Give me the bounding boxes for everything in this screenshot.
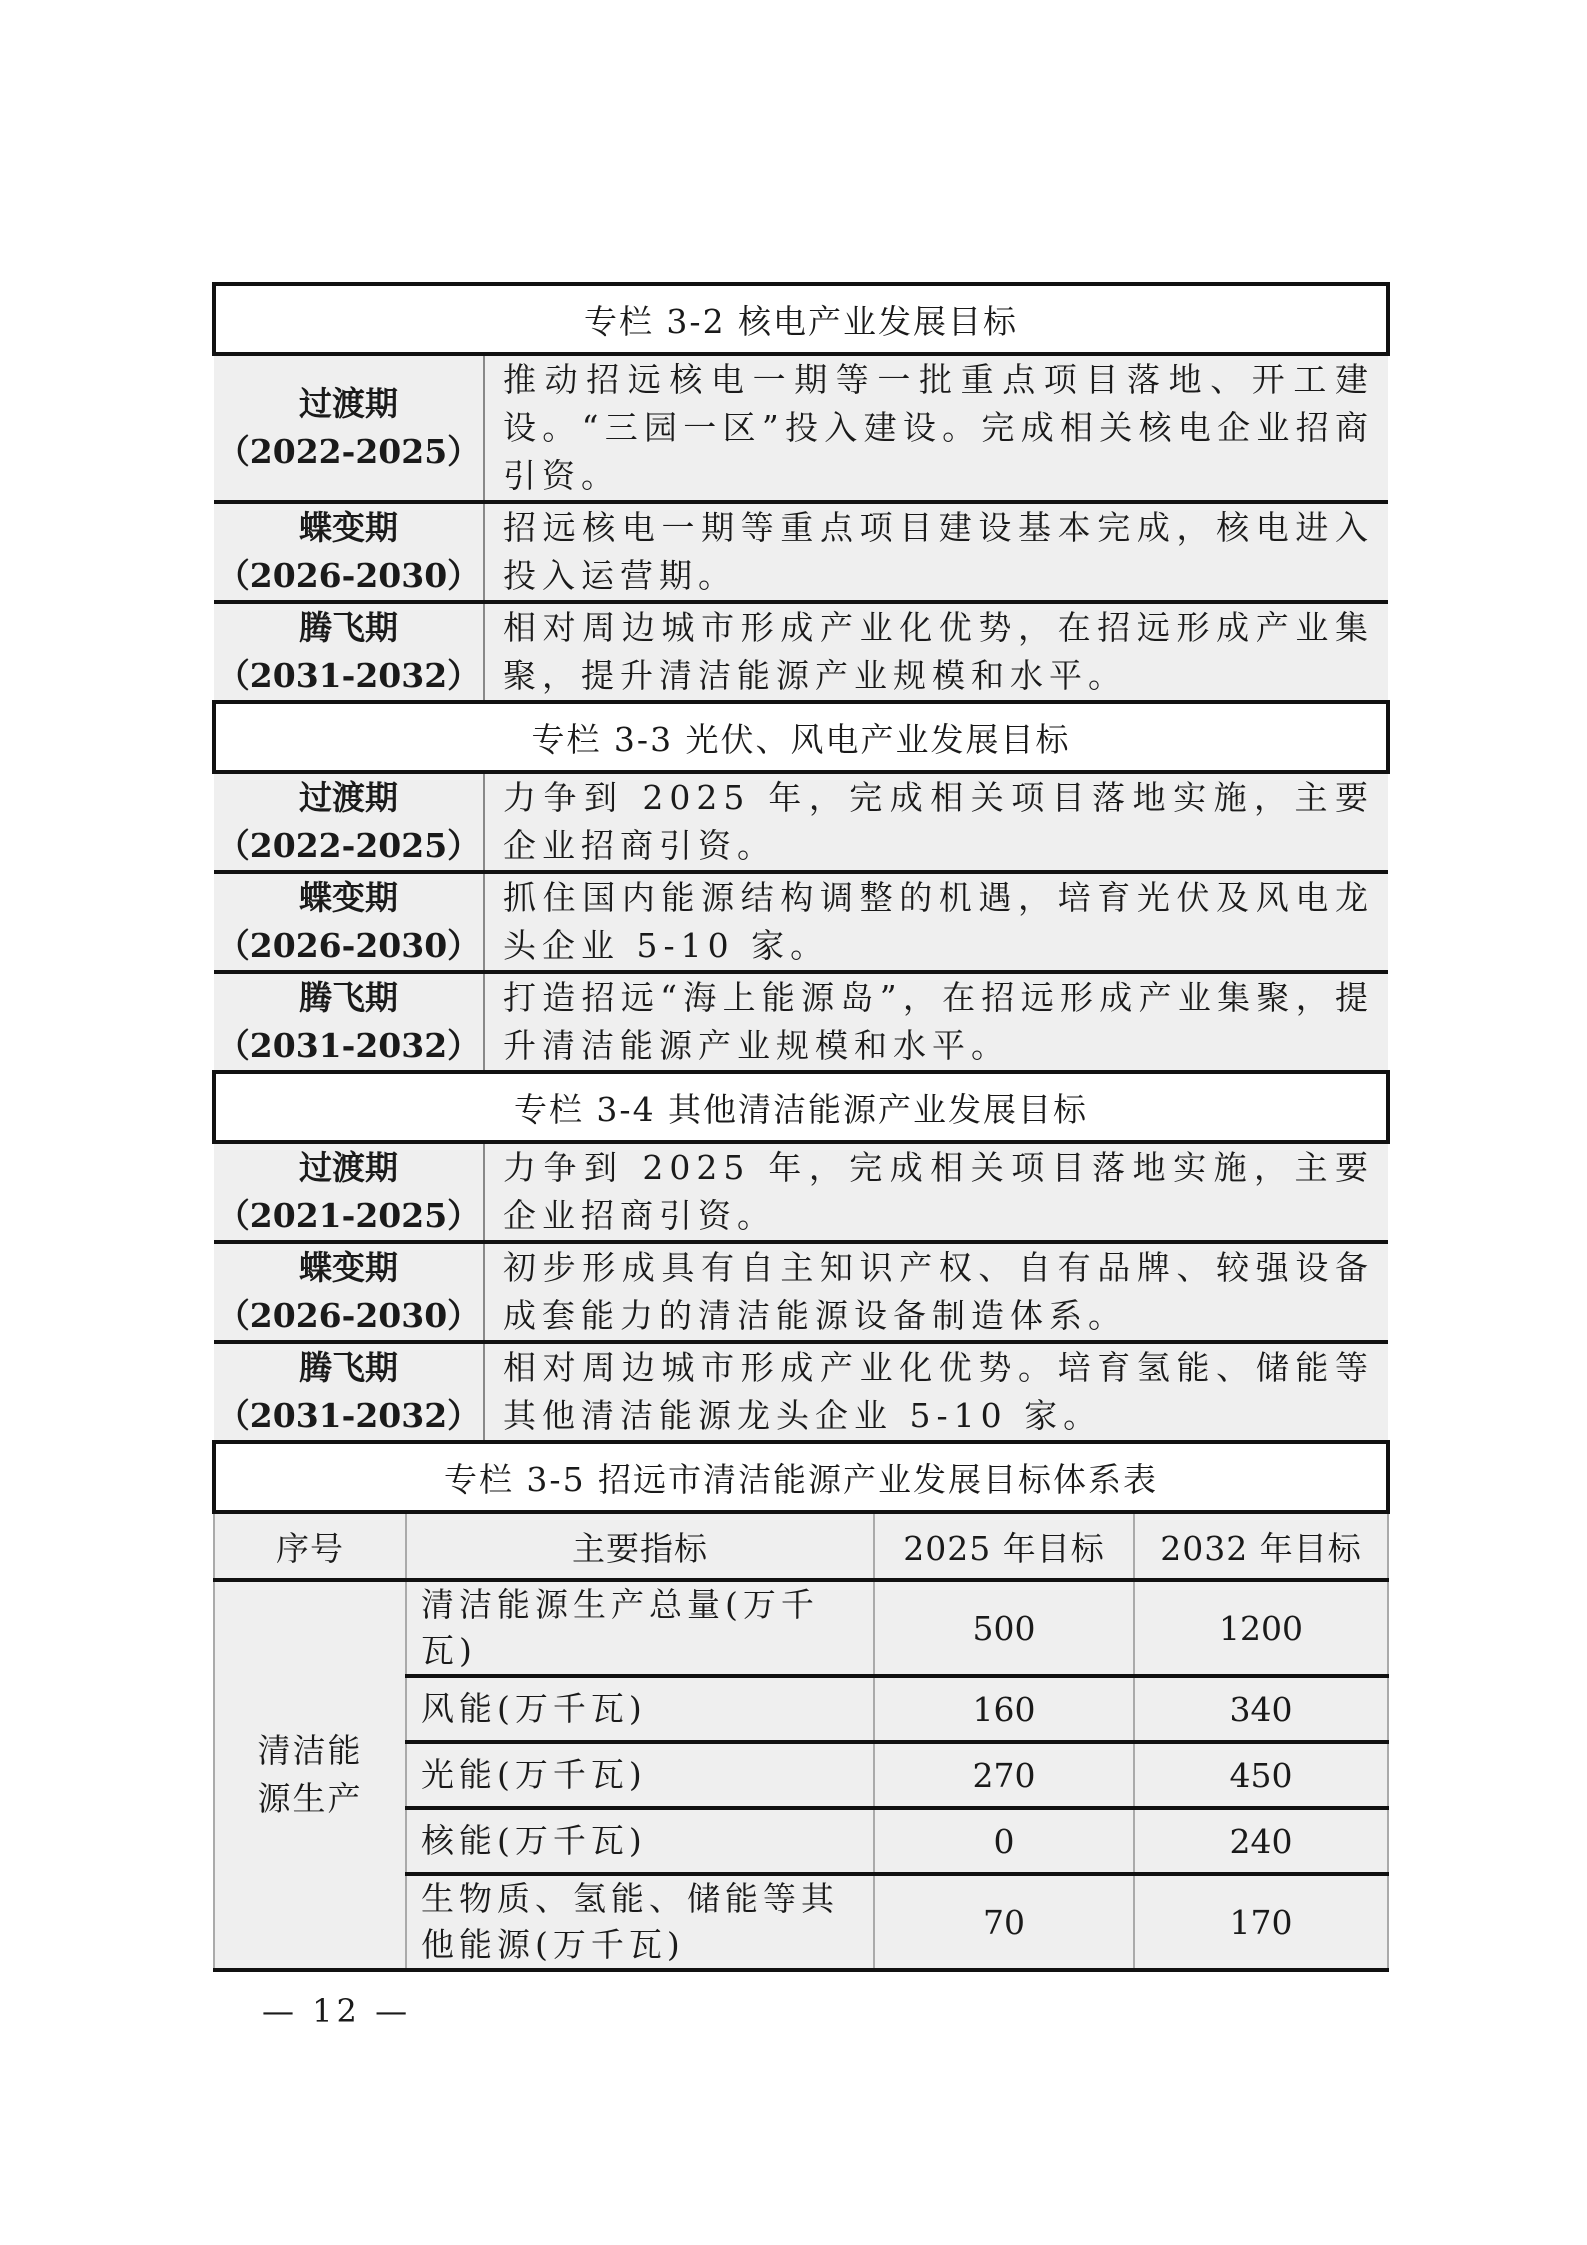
column-header: 2025 年目标 [874, 1512, 1134, 1580]
indicator-name: 光能(万千瓦) [406, 1742, 874, 1808]
indicator-name: 核能(万千瓦) [406, 1808, 874, 1874]
phase-description: 初步形成具有自主知识产权、自有品牌、较强设备成套能力的清洁能源设备制造体系。 [484, 1242, 1388, 1342]
indicator-name: 生物质、氢能、储能等其他能源(万千瓦) [406, 1874, 874, 1970]
phase-name: 腾飞期 [299, 978, 398, 1017]
section-title: 专栏 3-4 其他清洁能源产业发展目标 [214, 1072, 1388, 1142]
phase-row [214, 1342, 1388, 1440]
category-cell [214, 1580, 406, 1970]
section-header-row [214, 1072, 1388, 1142]
phase-years: （2026-2030） [216, 926, 481, 965]
target-system-table [212, 1440, 1390, 1972]
phase-cell [214, 1342, 484, 1440]
phase-row [214, 602, 1388, 702]
target-title-row [214, 1442, 1388, 1512]
phase-row [214, 972, 1388, 1072]
section-header-row [214, 284, 1388, 354]
section-title: 专栏 3-3 光伏、风电产业发展目标 [214, 702, 1388, 772]
category-label: 清洁能源生产 [257, 1731, 363, 1818]
phase-years: （2026-2030） [216, 1296, 481, 1335]
indicator-name: 风能(万千瓦) [406, 1676, 874, 1742]
phase-name: 腾飞期 [299, 608, 398, 647]
page-number: — 12 — [262, 1992, 412, 2030]
phase-name: 过渡期 [299, 384, 398, 423]
phase-description: 推动招远核电一期等一批重点项目落地、开工建设。“三园一区”投入建设。完成相关核电企业招商引资。 [484, 354, 1388, 502]
indicator-row [214, 1580, 1388, 1676]
target-2032: 240 [1134, 1808, 1388, 1874]
phase-cell [214, 772, 484, 872]
phase-years: （2031-2032） [216, 1026, 481, 1065]
phase-cell [214, 972, 484, 1072]
phase-name: 腾飞期 [299, 1348, 398, 1387]
phase-cell [214, 1142, 484, 1242]
phase-years: （2021-2025） [216, 1196, 481, 1235]
phase-description: 相对周边城市形成产业化优势。培育氢能、储能等其他清洁能源龙头企业 5-10 家。 [484, 1342, 1388, 1440]
phase-cell [214, 602, 484, 702]
target-2025: 500 [874, 1580, 1134, 1676]
phase-years: （2022-2025） [216, 826, 481, 865]
phase-row [214, 1242, 1388, 1342]
phase-cell [214, 1242, 484, 1342]
column-header: 2032 年目标 [1134, 1512, 1388, 1580]
phase-name: 蝶变期 [299, 1248, 398, 1287]
target-2025: 70 [874, 1874, 1134, 1970]
phase-years: （2031-2032） [216, 1396, 481, 1435]
phase-cell [214, 872, 484, 972]
phase-name: 过渡期 [299, 1148, 398, 1187]
target-2032: 340 [1134, 1676, 1388, 1742]
phase-description: 力争到 2025 年，完成相关项目落地实施，主要企业招商引资。 [484, 1142, 1388, 1242]
phase-row [214, 354, 1388, 502]
phase-name: 蝶变期 [299, 878, 398, 917]
phase-description: 打造招远“海上能源岛”，在招远形成产业集聚，提升清洁能源产业规模和水平。 [484, 972, 1388, 1072]
phase-cell [214, 354, 484, 502]
phase-row [214, 772, 1388, 872]
target-table-title: 专栏 3-5 招远市清洁能源产业发展目标体系表 [214, 1442, 1388, 1512]
target-header-row [214, 1512, 1388, 1580]
goals-table [212, 282, 1390, 1440]
phase-description: 相对周边城市形成产业化优势，在招远形成产业集聚，提升清洁能源产业规模和水平。 [484, 602, 1388, 702]
target-2025: 0 [874, 1808, 1134, 1874]
phase-description: 力争到 2025 年，完成相关项目落地实施，主要企业招商引资。 [484, 772, 1388, 872]
column-header: 序号 [214, 1512, 406, 1580]
column-header: 主要指标 [406, 1512, 874, 1580]
target-2032: 450 [1134, 1742, 1388, 1808]
section-header-row [214, 702, 1388, 772]
target-2032: 1200 [1134, 1580, 1388, 1676]
phase-years: （2026-2030） [216, 556, 481, 595]
phase-cell [214, 502, 484, 602]
phase-description: 抓住国内能源结构调整的机遇，培育光伏及风电龙头企业 5-10 家。 [484, 872, 1388, 972]
document-body [212, 282, 1386, 1972]
phase-years: （2031-2032） [216, 656, 481, 695]
target-2032: 170 [1134, 1874, 1388, 1970]
indicator-name: 清洁能源生产总量(万千瓦) [406, 1580, 874, 1676]
phase-row [214, 502, 1388, 602]
target-2025: 270 [874, 1742, 1134, 1808]
phase-row [214, 1142, 1388, 1242]
target-2025: 160 [874, 1676, 1134, 1742]
phase-name: 过渡期 [299, 778, 398, 817]
phase-name: 蝶变期 [299, 508, 398, 547]
phase-description: 招远核电一期等重点项目建设基本完成，核电进入投入运营期。 [484, 502, 1388, 602]
section-title: 专栏 3-2 核电产业发展目标 [214, 284, 1388, 354]
phase-row [214, 872, 1388, 972]
phase-years: （2022-2025） [216, 432, 481, 471]
